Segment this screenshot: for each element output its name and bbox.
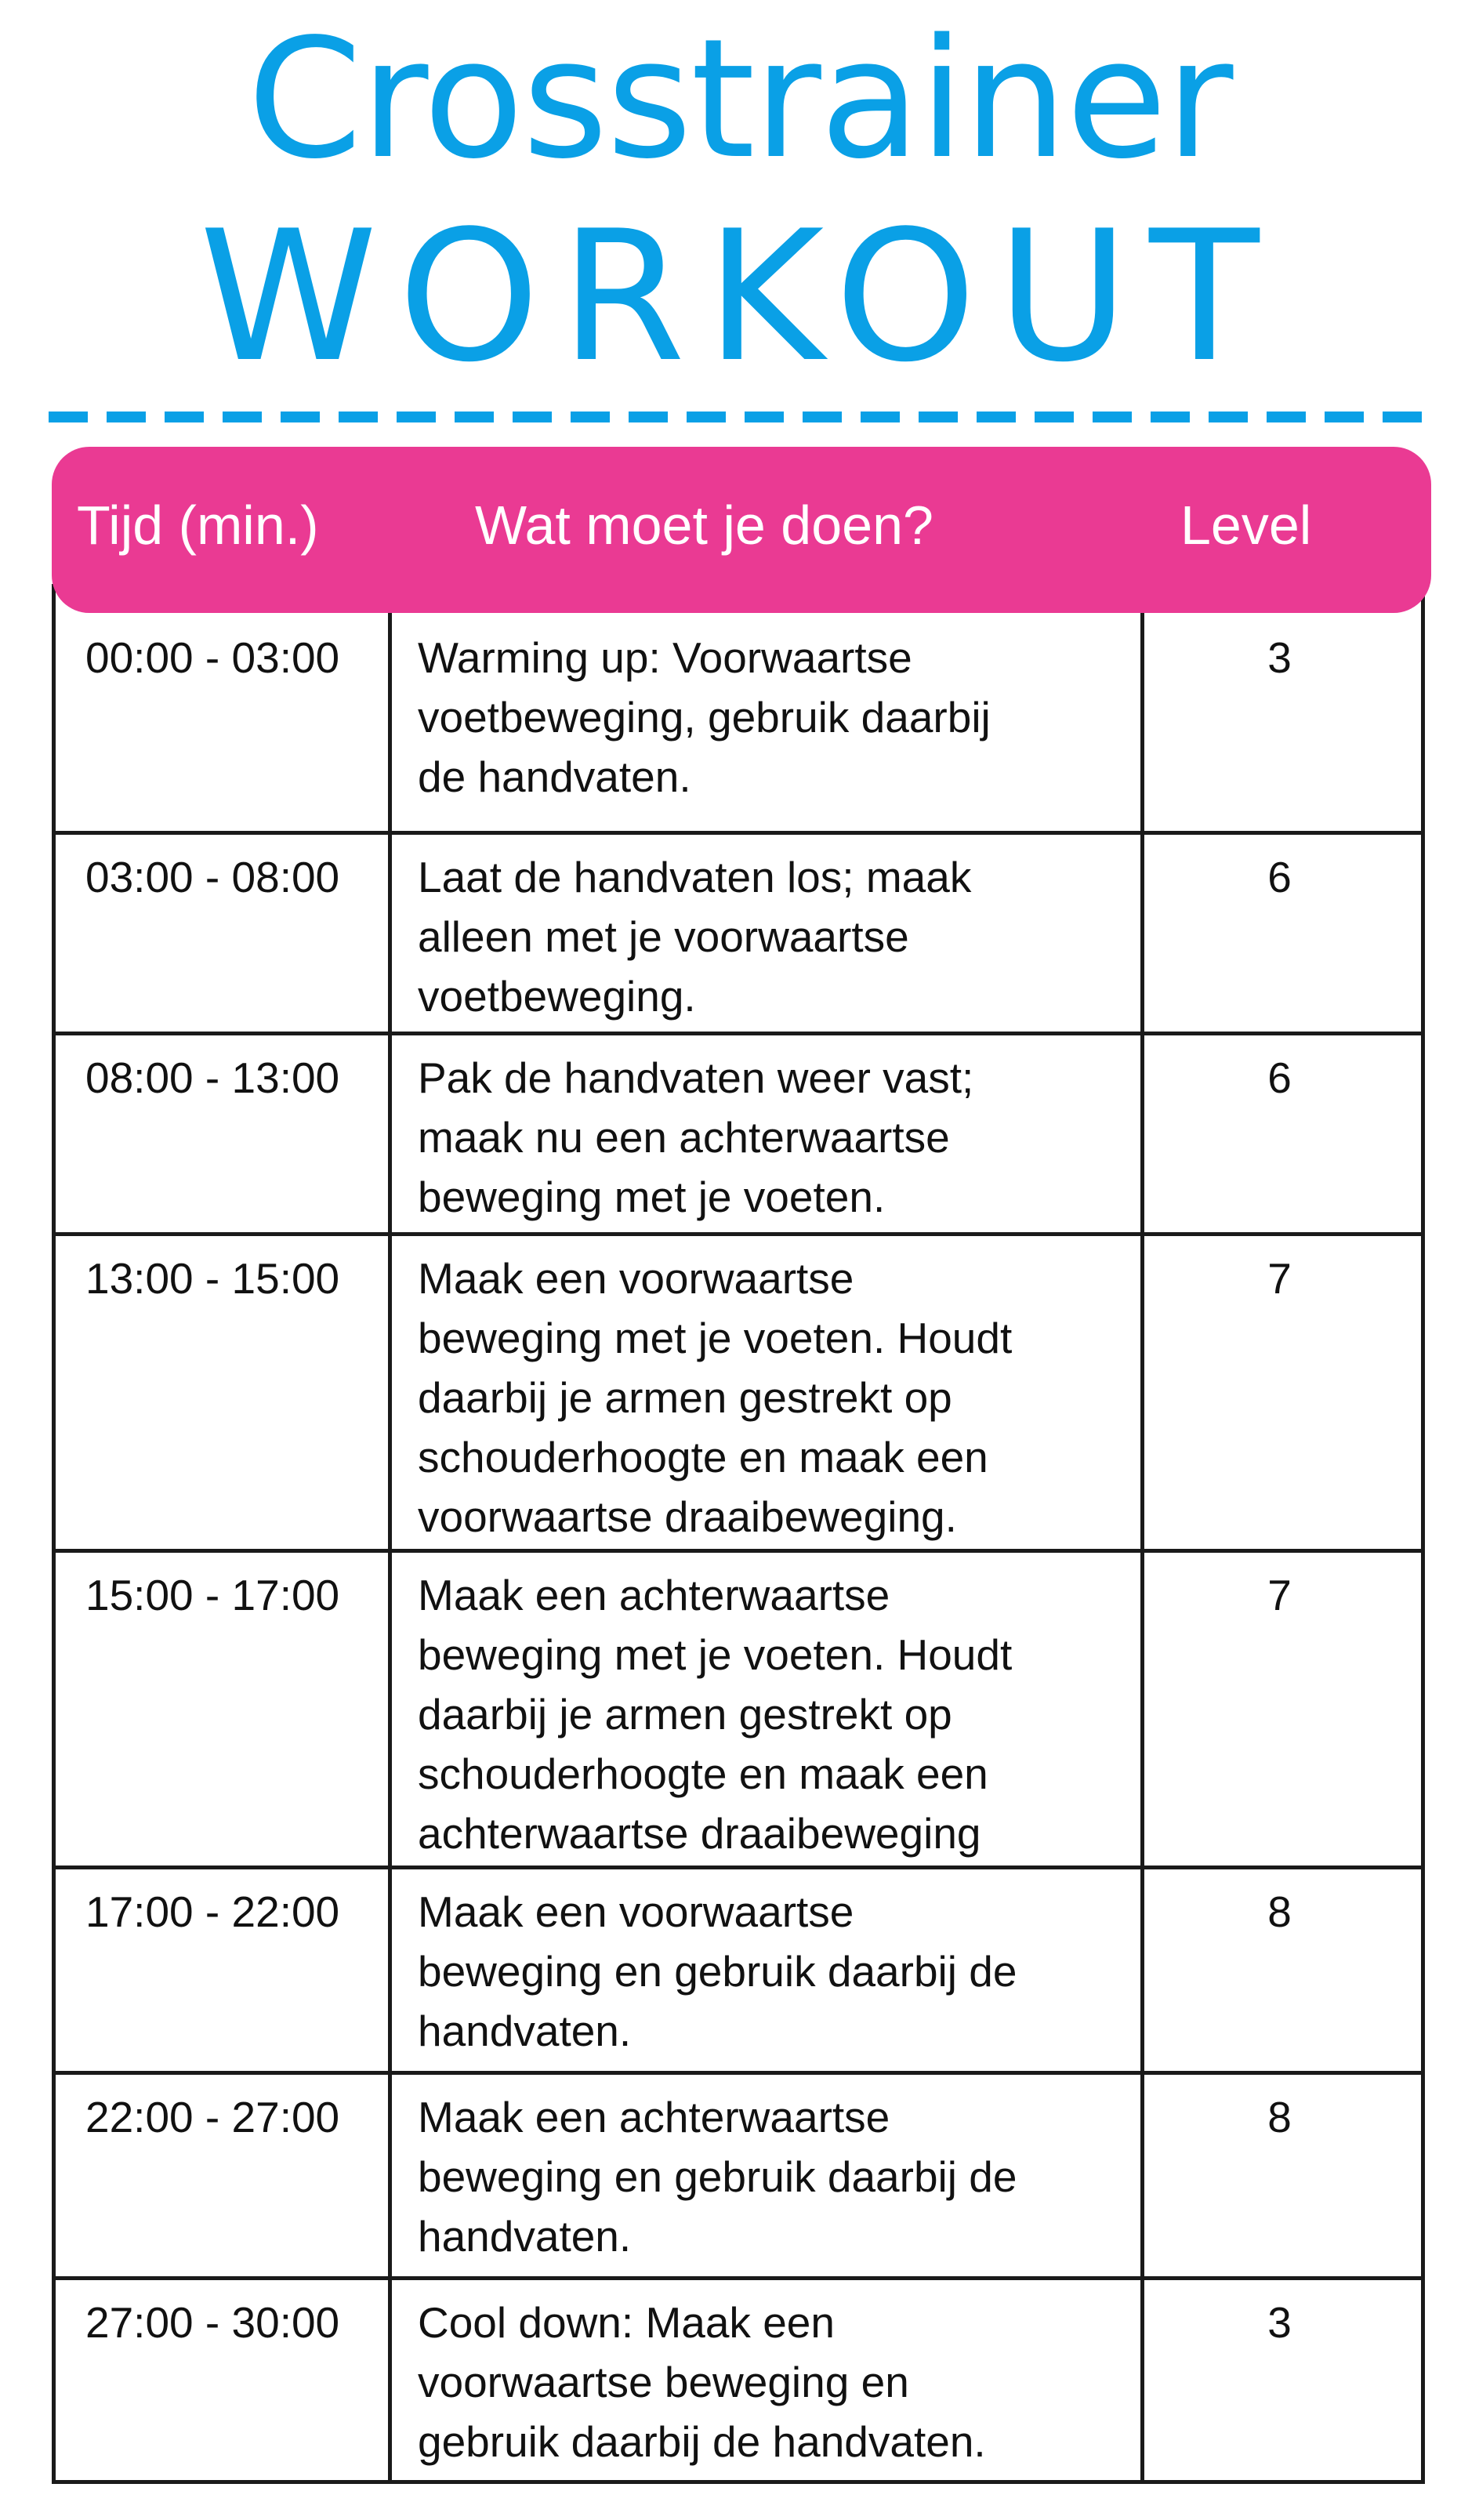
level-cell: 7	[1267, 1571, 1292, 1619]
description-cell: Warming up: Voorwaartse voetbeweging, gebruik daarbij de handvaten.	[418, 633, 991, 801]
level-cell: 3	[1267, 633, 1292, 682]
table-row	[56, 1553, 1421, 1869]
level-cell: 6	[1267, 853, 1292, 901]
table-row	[56, 1035, 1421, 1236]
time-cell: 17:00 - 22:00	[85, 1887, 340, 1936]
workout-table	[52, 584, 1425, 2484]
description-cell: Pak de handvaten weer vast; maak nu een achterwaartse beweging met je voeten.	[418, 1053, 974, 1221]
time-cell: 00:00 - 03:00	[85, 633, 340, 682]
description-cell: Maak een voorwaartse beweging en gebruik daarbij de handvaten.	[418, 1887, 1017, 2055]
table-row	[56, 1869, 1421, 2075]
description-cell: Maak een achterwaartse beweging met je voeten. Houdt daarbij je armen gestrekt op schouderhoogte en maak een achterwaartse draaibeweging	[418, 1571, 1013, 1858]
dashed-divider	[49, 412, 1436, 422]
description-cell: Cool down: Maak een voorwaartse beweging en gebruik daarbij de handvaten.	[418, 2298, 986, 2466]
table-row	[56, 2280, 1421, 2484]
level-cell: 3	[1267, 2298, 1292, 2347]
time-cell: 27:00 - 30:00	[85, 2298, 340, 2347]
level-cell: 8	[1267, 1887, 1292, 1936]
time-cell: 15:00 - 17:00	[85, 1571, 340, 1619]
level-cell: 6	[1267, 1053, 1292, 1102]
level-cell: 8	[1267, 2093, 1292, 2141]
header-time: Tijd (min.)	[77, 495, 319, 556]
time-cell: 13:00 - 15:00	[85, 1254, 340, 1303]
time-cell: 08:00 - 13:00	[85, 1053, 340, 1102]
description-cell: Laat de handvaten los; maak alleen met je voorwaartse voetbeweging.	[418, 853, 972, 1021]
description-cell: Maak een achterwaartse beweging en gebruik daarbij de handvaten.	[418, 2093, 1017, 2261]
table-row	[56, 2075, 1421, 2280]
table-row	[56, 1236, 1421, 1553]
time-cell: 03:00 - 08:00	[85, 853, 340, 901]
description-cell: Maak een voorwaartse beweging met je voeten. Houdt daarbij je armen gestrekt op schouderhoogte en maak een voorwaartse draaibeweging.	[418, 1254, 1013, 1541]
title-line-1: Crosstrainer	[247, 3, 1232, 195]
table-header	[52, 447, 1431, 613]
table-row	[56, 584, 1421, 835]
title-line-2: WORKOUT	[199, 193, 1280, 402]
header-level: Level	[1180, 495, 1312, 556]
table-row	[56, 835, 1421, 1035]
level-cell: 7	[1267, 1254, 1292, 1303]
time-cell: 22:00 - 27:00	[85, 2093, 340, 2141]
header-description: Wat moet je doen?	[475, 495, 933, 556]
